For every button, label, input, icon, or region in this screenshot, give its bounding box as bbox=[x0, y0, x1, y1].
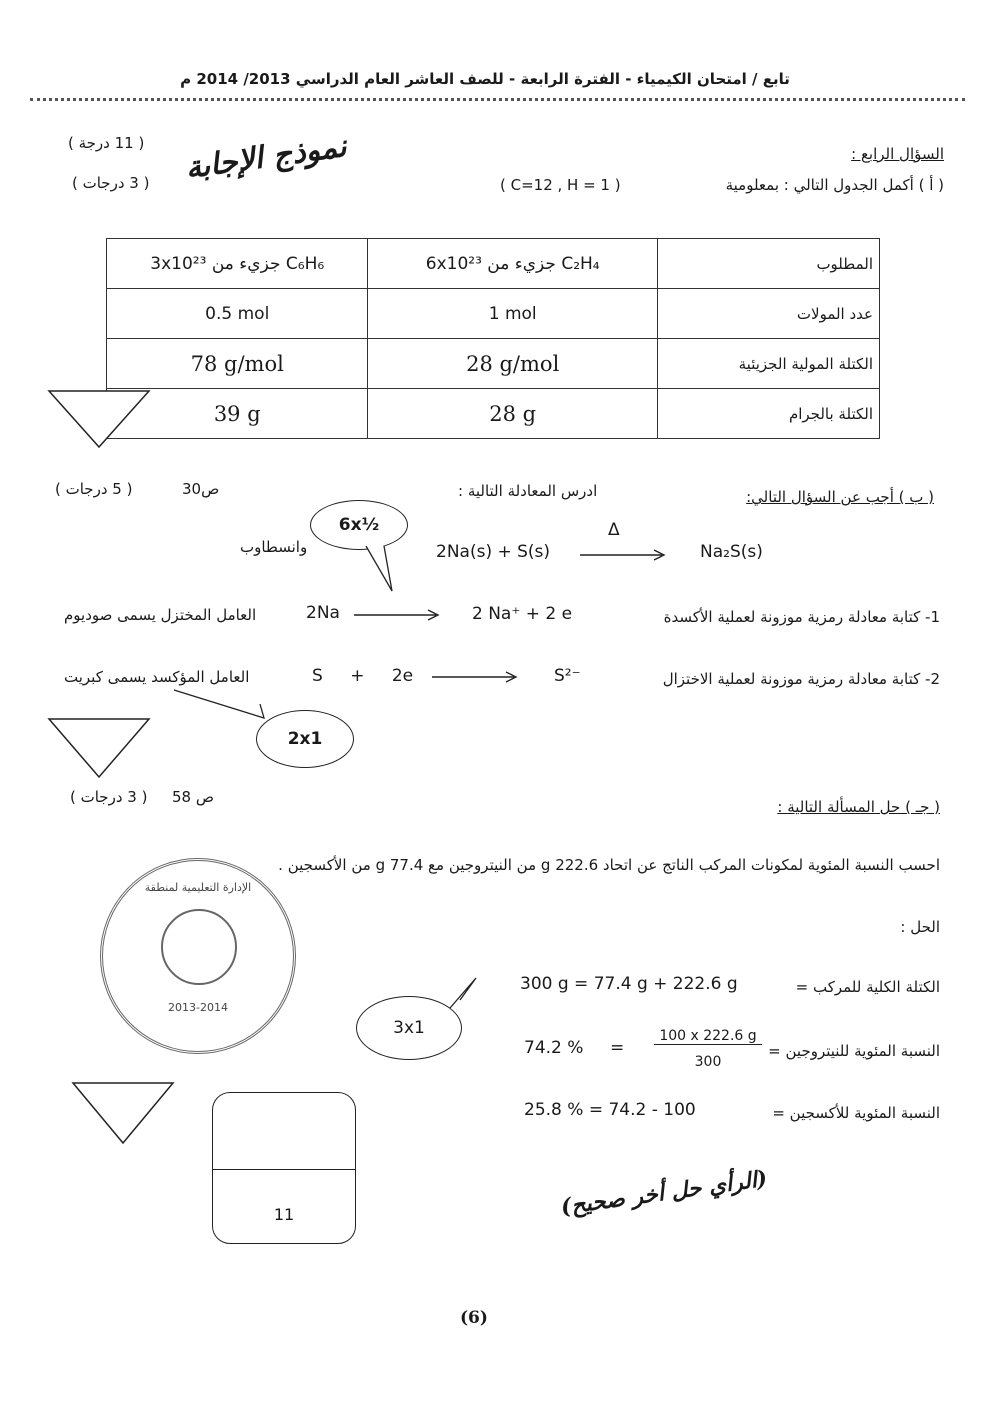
bubble-tail bbox=[446, 976, 482, 1016]
part-b-prompt: ( ب ) أجب عن السؤال التالي: bbox=[746, 488, 934, 506]
grade-triangle bbox=[46, 388, 152, 450]
question-label: السؤال الرابع : bbox=[851, 145, 944, 163]
reduction-eq-right: S²⁻ bbox=[554, 666, 581, 686]
table-header-row bbox=[107, 239, 880, 289]
total-mass-label: الكتلة الكلية للمركب = bbox=[795, 978, 940, 996]
oxidation-item: 1- كتابة معادلة رمزية موزونة لعملية الأكسدة bbox=[663, 608, 940, 626]
points-bubble: 2x1 bbox=[256, 710, 354, 768]
bubble-tail bbox=[360, 545, 400, 595]
nitrogen-percent-label: النسبة المئوية للنيتروجين = bbox=[768, 1042, 940, 1060]
part-c-prompt: ( جـ ) حل المسألة التالية : bbox=[777, 798, 940, 816]
oxidation-eq-right: 2 Na⁺ + 2 e bbox=[472, 604, 573, 624]
answer-key-title: نموذج الإجابة bbox=[183, 128, 349, 187]
part-b-page-ref: ص30 bbox=[182, 480, 220, 498]
table-cell: 1 mol bbox=[368, 289, 657, 339]
exam-header: تابع / امتحان الكيمياء - الفترة الرابعة - للصف العاشر العام الدراسي 2013/ 2014 م bbox=[180, 70, 790, 88]
nitrogen-percent-value: 74.2 % bbox=[524, 1038, 584, 1058]
reduction-item: 2- كتابة معادلة رمزية موزونة لعملية الاختزال bbox=[662, 670, 940, 688]
fraction-numerator: 100 x 222.6 g bbox=[654, 1028, 762, 1045]
oxidation-eq-left: 2Na bbox=[306, 603, 340, 623]
stamp-org: الإدارة التعليمية لمنطقة bbox=[144, 881, 252, 894]
part-a-marks: ( 3 درجات ) bbox=[72, 174, 150, 192]
score-box bbox=[212, 1092, 356, 1244]
table-cell: 0.5 mol bbox=[107, 289, 368, 339]
equation-reactants: 2Na(s) + S(s) bbox=[436, 542, 551, 562]
page-number: (6) bbox=[460, 1308, 488, 1328]
answer-table bbox=[106, 238, 880, 439]
table-cell: 28 g/mol bbox=[368, 339, 657, 389]
stamp-emblem bbox=[161, 909, 237, 985]
oxygen-percent-label: النسبة المئوية للأكسجين = bbox=[772, 1104, 940, 1122]
part-c-marks: ( 3 درجات ) bbox=[70, 788, 148, 806]
oxidation-arrow bbox=[352, 608, 442, 622]
table-row-label: الكتلة المولية الجزيئية bbox=[657, 339, 879, 389]
school-stamp bbox=[100, 858, 296, 1054]
total-mass-value: 300 g = 77.4 g + 222.6 g bbox=[520, 974, 738, 994]
reduction-arrow bbox=[430, 670, 520, 684]
table-cell: 78 g/mol bbox=[107, 339, 368, 389]
equation-product: Na₂S(s) bbox=[700, 542, 763, 562]
alternative-answer-note: (الرأي حل أخر صحيح) bbox=[559, 1165, 769, 1221]
table-header-cell: المطلوب bbox=[657, 239, 879, 289]
table-cell: 39 g bbox=[107, 389, 368, 439]
solution-label: الحل : bbox=[900, 918, 940, 936]
score-box-divider bbox=[213, 1169, 355, 1170]
table-row bbox=[107, 389, 880, 439]
fraction-denominator: 300 bbox=[694, 1054, 722, 1070]
equals-sign: = bbox=[610, 1038, 625, 1058]
part-c-page-ref: ص 58 bbox=[172, 788, 214, 806]
part-b-marks: ( 5 درجات ) bbox=[55, 480, 133, 498]
header-divider bbox=[30, 98, 965, 101]
oxidizing-agent: العامل المؤكسد يسمى كبريت bbox=[64, 668, 250, 686]
reducing-agent: العامل المختزل يسمى صوديوم bbox=[64, 606, 257, 624]
table-header-cell: 3x10²³ جزيء من C₆H₆ bbox=[107, 239, 368, 289]
stamp-year: 2013-2014 bbox=[168, 1001, 228, 1014]
points-bubble: 3x1 bbox=[356, 996, 462, 1060]
reaction-arrow bbox=[578, 548, 668, 562]
points-bubble: 6x½ bbox=[310, 500, 408, 550]
table-row bbox=[107, 289, 880, 339]
table-row-label: الكتلة بالجرام bbox=[657, 389, 879, 439]
grade-triangle bbox=[46, 716, 152, 780]
score-total: 11 bbox=[273, 1205, 295, 1224]
question-marks-total: ( 11 درجة ) bbox=[68, 134, 145, 152]
handwritten-note: وانسطاوب bbox=[240, 538, 308, 556]
table-row bbox=[107, 339, 880, 389]
heat-symbol: Δ bbox=[608, 520, 620, 540]
bubble-tail bbox=[170, 688, 270, 728]
problem-statement: احسب النسبة المئوية لمكونات المركب الناتج عن اتحاد 222.6 g من النيتروجين مع 77.4 g من الأكسجين . bbox=[278, 856, 940, 874]
table-cell: 28 g bbox=[368, 389, 657, 439]
grade-triangle bbox=[70, 1080, 176, 1146]
oxygen-percent-value: 25.8 % = 74.2 - 100 bbox=[524, 1100, 696, 1120]
table-row-label: عدد المولات bbox=[657, 289, 879, 339]
reduction-eq-left: S + 2e bbox=[312, 666, 414, 686]
table-header-cell: 6x10²³ جزيء من C₂H₄ bbox=[368, 239, 657, 289]
part-a-prompt: ( أ ) أكمل الجدول التالي : بمعلومية bbox=[725, 176, 944, 194]
part-b-study: ادرس المعادلة التالية : bbox=[458, 482, 598, 500]
part-a-given: ( C=12 , H = 1 ) bbox=[500, 176, 621, 194]
